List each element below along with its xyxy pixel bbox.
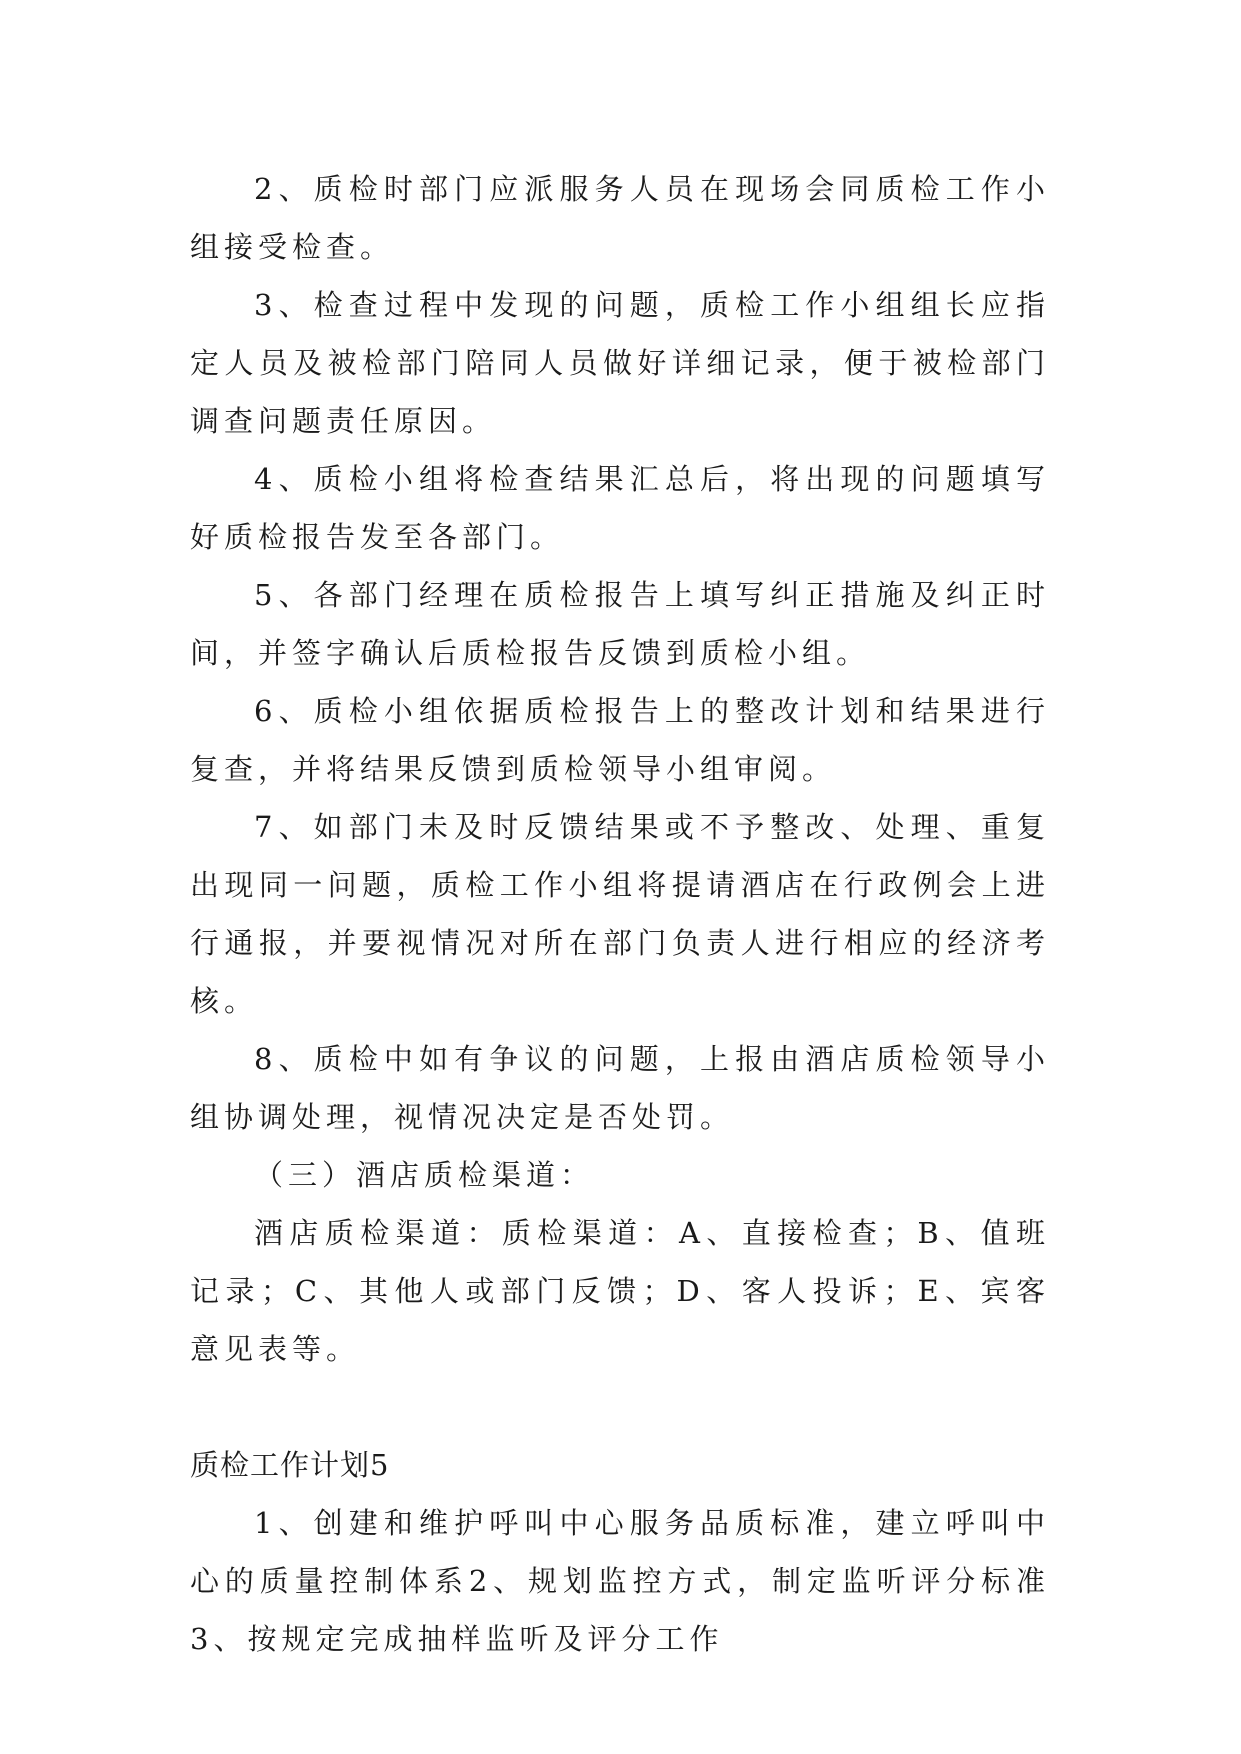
paragraph-item-4: 4、质检小组将检查结果汇总后，将出现的问题填写好质检报告发至各部门。 <box>190 462 1050 554</box>
section-title: 质检工作计划5 <box>190 1448 390 1482</box>
paragraph-item-3: 3、检查过程中发现的问题，质检工作小组组长应指定人员及被检部门陪同人员做好详细记录，便于被检部门调查问题责任原因。 <box>190 288 1050 438</box>
paragraph-item-7: 7、如部门未及时反馈结果或不予整改、处理、重复出现同一问题，质检工作小组将提请酒店在行政例会上进行通报，并要视情况对所在部门负责人进行相应的经济考核。 <box>190 810 1050 1018</box>
document-body <box>190 160 1050 1668</box>
subheading: （三）酒店质检渠道： <box>254 1158 595 1192</box>
channels-paragraph: 酒店质检渠道：质检渠道：A、直接检查；B、值班记录；C、其他人或部门反馈；D、客人投诉；E、宾客意见表等。 <box>190 1216 1050 1366</box>
paragraph-item-5: 5、各部门经理在质检报告上填写纠正措施及纠正时间，并签字确认后质检报告反馈到质检小组。 <box>190 578 1050 670</box>
paragraph-item-2: 2、质检时部门应派服务人员在现场会同质检工作小组接受检查。 <box>190 172 1050 264</box>
section-paragraph: 1、创建和维护呼叫中心服务品质标准，建立呼叫中心的质量控制体系2、规划监控方式，制定监听评分标准3、按规定完成抽样监听及评分工作 <box>190 1506 1050 1656</box>
paragraph-item-8: 8、质检中如有争议的问题，上报由酒店质检领导小组协调处理，视情况决定是否处罚。 <box>190 1042 1050 1134</box>
paragraph-item-6: 6、质检小组依据质检报告上的整改计划和结果进行复查，并将结果反馈到质检领导小组审阅。 <box>190 694 1050 786</box>
